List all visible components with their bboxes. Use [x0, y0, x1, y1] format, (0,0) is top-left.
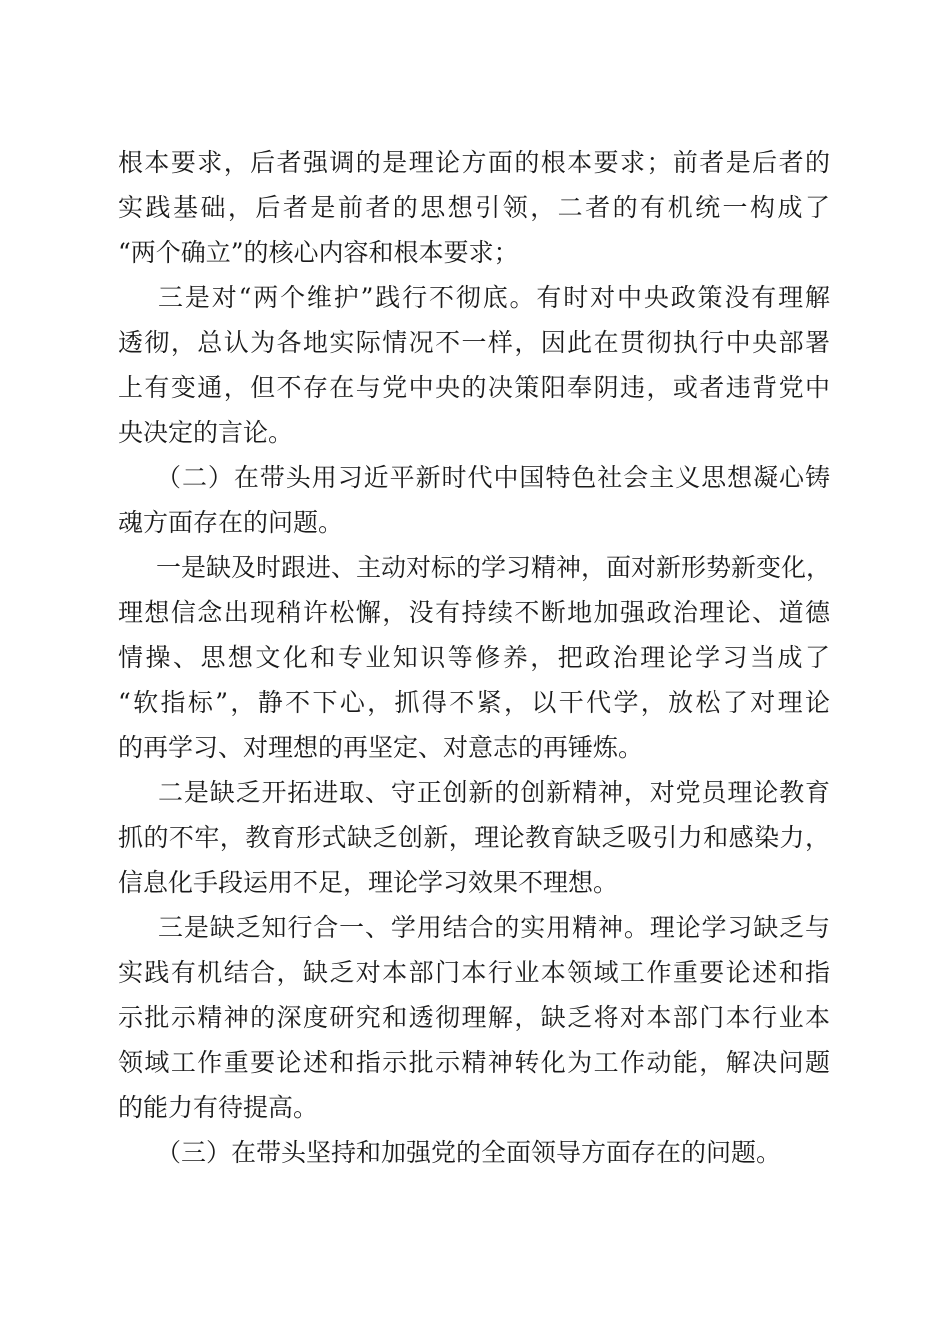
- text-line: 上有变通，但不存在与党中央的决策阳奉阴违，或者违背党中: [118, 373, 830, 402]
- text-line: 魂方面存在的问题。: [118, 508, 344, 537]
- text-line: 二是缺乏开拓进取、守正创新的创新精神，对党员理论教育: [158, 778, 830, 807]
- text-line: 根本要求，后者强调的是理论方面的根本要求；前者是后者的: [118, 148, 830, 177]
- text-line: “两个确立”的核心内容和根本要求；: [118, 238, 519, 267]
- text-line: 情操、思想文化和专业知识等修养，把政治理论学习当成了: [118, 643, 830, 672]
- text-line: 实践有机结合，缺乏对本部门本行业本领域工作重要论述和指: [118, 958, 830, 987]
- text-line: 实践基础，后者是前者的思想引领，二者的有机统一构成了: [118, 193, 830, 222]
- text-line: 三是对“两个维护”践行不彻底。有时对中央政策没有理解: [158, 283, 830, 312]
- text-line: 的再学习、对理想的再坚定、对意志的再锤炼。: [118, 733, 644, 762]
- text-line: 抓的不牢，教育形式缺乏创新，理论教育缺乏吸引力和感染力，: [118, 823, 830, 852]
- text-line: 透彻，总认为各地实际情况不一样，因此在贯彻执行中央部署: [118, 328, 830, 357]
- text-line: 一是缺及时跟进、主动对标的学习精神，面对新形势新变化，: [156, 553, 832, 582]
- text-line: 示批示精神的深度研究和透彻理解，缺乏将对本部门本行业本: [118, 1003, 830, 1032]
- section-heading: （二）在带头用习近平新时代中国特色社会主义思想凝心铸: [156, 463, 830, 492]
- text-line: 的能力有待提高。: [118, 1093, 319, 1122]
- text-line: 三是缺乏知行合一、学用结合的实用精神。理论学习缺乏与: [158, 913, 830, 942]
- text-line: 信息化手段运用不足，理论学习效果不理想。: [118, 868, 619, 897]
- text-line: 领域工作重要论述和指示批示精神转化为工作动能，解决问题: [118, 1048, 830, 1077]
- text-line: 理想信念出现稍许松懈，没有持续不断地加强政治理论、道德: [118, 598, 830, 627]
- section-heading: （三）在带头坚持和加强党的全面领导方面存在的问题。: [156, 1138, 782, 1167]
- text-line: 央决定的言论。: [118, 418, 294, 447]
- text-line: “软指标”，静不下心，抓得不紧，以干代学，放松了对理论: [118, 688, 830, 717]
